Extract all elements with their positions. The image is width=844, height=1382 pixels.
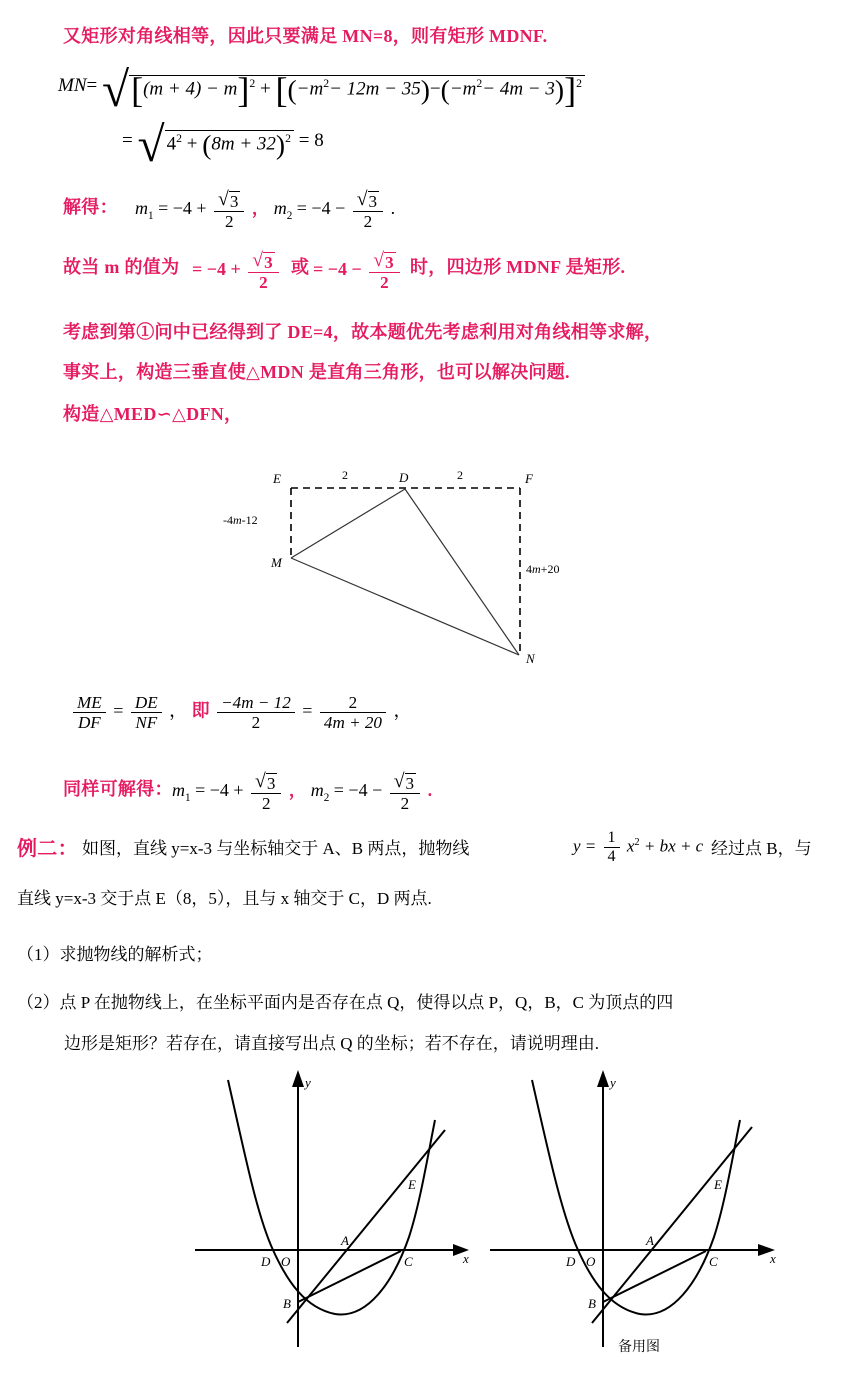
construct-line: 构造△MED∽△DFN， — [63, 404, 243, 424]
root-m1: m — [135, 198, 148, 219]
same-root-m1-sub: 1 — [185, 791, 191, 804]
segment-md — [291, 489, 405, 558]
point-label-D: D — [566, 1254, 576, 1269]
mn-plus: + — [260, 78, 271, 100]
ratio-num-4: 2 — [320, 694, 386, 713]
mn-term2b: −m — [449, 78, 477, 100]
point-label-A: A — [341, 1233, 349, 1248]
sqrt-inner-2 — [137, 117, 294, 172]
root-m2-den: 2 — [363, 212, 373, 232]
same-root-m2-frac — [390, 772, 420, 812]
point-label-C: C — [404, 1254, 413, 1269]
vertex-label-N: N — [526, 651, 535, 666]
radicand-3: 3 — [229, 191, 239, 211]
parabola-curve — [228, 1080, 435, 1314]
vertex-label-F: F — [525, 471, 533, 486]
segment-mn — [291, 558, 519, 655]
ratio-num-2: DE — [131, 694, 162, 713]
paren-close-c: ) — [275, 129, 286, 161]
bracket-open-2: [ — [275, 69, 288, 110]
mn-term1-exp: 2 — [249, 76, 256, 90]
radicand-3e: 3 — [266, 773, 276, 793]
x-axis-label: x — [463, 1251, 469, 1266]
paren-close-b: ) — [554, 73, 565, 105]
root-m2-val: = −4 − — [296, 198, 346, 219]
point-label-O: O — [281, 1254, 291, 1269]
same-root-m2-sub: 2 — [323, 791, 330, 804]
mn-outer-exp: 2 — [576, 76, 582, 90]
root-m1-num — [214, 190, 244, 212]
therefore-value-1 — [192, 251, 282, 291]
point-label-A: A — [646, 1233, 654, 1248]
mn-term2b-exp: 2 — [476, 76, 483, 90]
formula-coefficient-frac — [604, 830, 620, 865]
graph-left-svg — [195, 1065, 470, 1355]
mn-term2a-exp: 2 — [323, 76, 330, 90]
same-roots-comma: ， — [288, 781, 307, 801]
therefore-line-part-a: 故当 m 的值为 — [63, 257, 180, 277]
point-label-B: B — [588, 1296, 596, 1311]
formula-y: y = — [573, 836, 597, 856]
note-line-1: 考虑到第①问中已经得到了 DE=4，故本题优先考虑利用对角线相等求解， — [63, 322, 663, 342]
mn2-plus: + — [186, 133, 198, 155]
same-root-m2-den: 2 — [400, 794, 410, 814]
ratio-frac-2 — [131, 694, 162, 731]
same-root-m2-num — [390, 772, 420, 794]
same-roots-period: . — [427, 780, 433, 801]
paren-open-a: ( — [287, 73, 297, 105]
formula-x-exp: 2 — [634, 836, 640, 848]
paren-open-b: ( — [440, 73, 450, 105]
therefore-v2-num — [369, 251, 399, 273]
root-m2-sub: 2 — [286, 209, 293, 222]
roots-comma: ， — [251, 199, 270, 219]
therefore-v1-frac — [248, 251, 278, 291]
therefore-or: 或 — [291, 257, 310, 277]
solve-label: 解得： — [63, 197, 118, 217]
radicand-3b: 3 — [368, 191, 378, 211]
parabola-curve — [532, 1080, 740, 1314]
example2-paragraph-2: 直线 y=x-3 交于点 E（8，5），且与 x 轴交于 C，D 两点. — [17, 889, 432, 908]
example2-question-1: （1）求抛物线的解析式； — [17, 945, 213, 964]
length-label-left: -4m-12 — [223, 513, 258, 527]
root-m1-val: = −4 + — [158, 198, 207, 219]
mn2-base-exp: 2 — [176, 132, 182, 146]
graph-left — [195, 1065, 470, 1355]
ratio-frac-3 — [217, 694, 295, 731]
mn-term2a-rest: − 12m − 35 — [329, 78, 421, 100]
mn2-term: 8m + 32 — [211, 133, 276, 155]
therefore-v1-num — [248, 251, 278, 273]
ratio-equals-1: = — [113, 700, 124, 721]
formula-num: 1 — [604, 830, 620, 848]
radical-sign-icon: √ — [255, 770, 266, 793]
spare-figure-caption: 备用图 — [618, 1338, 660, 1354]
chord-bc — [603, 1251, 706, 1302]
root-m2-frac — [353, 190, 383, 230]
therefore-v2: = −4 − — [313, 259, 362, 280]
length-label-top-left: 2 — [342, 468, 348, 482]
ratio-den-3: 2 — [251, 713, 261, 733]
root-m2-num — [353, 190, 383, 212]
mn2-equals: = — [122, 130, 133, 152]
vertex-label-E: E — [273, 471, 281, 486]
radical-sign-icon: √ — [101, 62, 130, 117]
ratio-frac-4 — [320, 694, 386, 731]
ratio-tail: ， — [393, 700, 412, 721]
same-root-m1-den: 2 — [261, 794, 271, 814]
same-root-m1-frac — [251, 772, 281, 812]
example2-paragraph-1a: 如图，直线 y=x-3 与坐标轴交于 A、B 两点，抛物线 — [82, 839, 470, 858]
line-yx3 — [592, 1127, 752, 1323]
sqrt-outer — [101, 62, 585, 117]
y-axis-label: y — [610, 1075, 616, 1090]
vertex-label-M: M — [271, 555, 282, 570]
therefore-value-2 — [313, 251, 403, 291]
point-label-O: O — [586, 1254, 596, 1269]
ratio-num-3: −4m − 12 — [217, 694, 295, 713]
radicand-3d: 3 — [385, 252, 394, 272]
point-label-B: B — [283, 1296, 291, 1311]
same-root-m1-val: = −4 + — [195, 780, 244, 801]
ratio-equation — [70, 694, 411, 731]
radicand-outer — [129, 69, 585, 110]
root-m1-frac — [214, 190, 244, 230]
therefore-v1-den: 2 — [259, 273, 268, 293]
therefore-v1: = −4 + — [192, 259, 241, 280]
paren-open-c: ( — [202, 129, 212, 161]
radical-sign-icon: √ — [393, 770, 405, 793]
ratio-den-4: 4m + 20 — [323, 713, 382, 733]
radical-sign-icon: √ — [218, 188, 229, 211]
ratio-den-1: DF — [77, 713, 101, 733]
point-label-E: E — [408, 1177, 416, 1192]
point-label-E: E — [714, 1177, 722, 1192]
mn-minus: − — [429, 78, 441, 100]
point-label-D: D — [261, 1254, 271, 1269]
ratio-comma: ， — [169, 700, 188, 721]
therefore-v2-frac — [369, 251, 399, 291]
root-m2: m — [273, 198, 287, 219]
same-root-m2: m — [310, 780, 324, 801]
y-axis-label: y — [305, 1075, 311, 1090]
example2-parabola-formula — [573, 830, 703, 865]
figure-mdnf — [225, 462, 565, 677]
statement-line-1: 又矩形对角线相等，因此只要满足 MN=8，则有矩形 MDNF. — [63, 26, 548, 46]
note-line-2: 事实上，构造三垂直使△MDN 是直角三角形，也可以解决问题. — [63, 362, 570, 382]
radical-sign-icon: √ — [373, 249, 385, 272]
ratio-frac-1 — [73, 694, 106, 731]
ratio-ji-label: 即 — [191, 700, 210, 721]
same-solve-label: 同样可解得： — [63, 779, 173, 799]
y-axis-arrow-icon — [597, 1070, 609, 1087]
root-m1-den: 2 — [224, 212, 234, 232]
bracket-close-1: ] — [237, 69, 250, 110]
mn-lhs: MN — [58, 75, 87, 97]
example2-paragraph-1b: 经过点 B，与 — [711, 839, 812, 858]
radicand-3f: 3 — [405, 773, 415, 793]
ratio-equals-2: = — [302, 700, 313, 721]
y-axis-arrow-icon — [292, 1070, 304, 1087]
length-label-right: 4m+20 — [526, 562, 560, 576]
figure-mdnf-svg — [225, 462, 565, 677]
mn-equals: = — [86, 75, 98, 97]
radicand-3c: 3 — [264, 252, 273, 272]
mn-term2b-rest: − 4m − 3 — [482, 78, 555, 100]
ratio-num-1: ME — [73, 694, 106, 713]
therefore-v2-den: 2 — [380, 273, 389, 293]
vertex-label-D: D — [399, 470, 409, 485]
example2-label: 例二： — [17, 838, 78, 860]
bracket-close-2: ] — [564, 69, 577, 110]
example2-question-2-line-2: 边形是矩形？若存在，请直接写出点 Q 的坐标；若不存在，请说明理由. — [64, 1034, 600, 1053]
mn2-result: = 8 — [298, 130, 324, 152]
same-roots-line — [172, 772, 432, 812]
formula-den: 4 — [607, 848, 616, 866]
radical-sign-icon: √ — [252, 249, 264, 272]
bracket-open-1: [ — [131, 69, 144, 110]
root-m1-sub: 1 — [148, 209, 154, 222]
mn-term2a: −m — [296, 78, 324, 100]
ratio-den-2: NF — [135, 713, 158, 733]
equation-mn-line2 — [122, 117, 324, 172]
point-label-C: C — [709, 1254, 718, 1269]
mn-term1: (m + 4) − m — [143, 78, 238, 100]
graph-right-spare — [490, 1065, 780, 1375]
formula-x: x — [626, 836, 635, 856]
same-root-m1-num — [251, 772, 281, 794]
radical-sign-icon: √ — [356, 188, 368, 211]
equation-mn-line1 — [58, 62, 585, 117]
same-root-m1: m — [172, 780, 185, 801]
radical-sign-icon: √ — [137, 117, 165, 172]
radicand-2 — [165, 129, 294, 161]
mn2-term-exp: 2 — [285, 132, 291, 146]
example2-question-2-line-1: （2）点 P 在抛物线上，在坐标平面内是否存在点 Q，使得以点 P，Q，B，C 为顶点的四 — [17, 993, 674, 1012]
length-label-top-right: 2 — [457, 468, 463, 482]
mn2-base: 4 — [166, 133, 177, 155]
x-axis-label: x — [770, 1251, 776, 1266]
paren-close-a: ) — [420, 73, 430, 105]
chord-bc — [298, 1251, 401, 1302]
graph-right-svg — [490, 1065, 780, 1375]
same-root-m2-val: = −4 − — [333, 780, 383, 801]
roots-line — [135, 190, 395, 230]
line-yx3 — [287, 1130, 445, 1323]
roots-period: . — [390, 198, 396, 219]
therefore-line-part-b: 时，四边形 MDNF 是矩形. — [410, 257, 626, 277]
formula-tail: + bx + c — [643, 836, 704, 856]
